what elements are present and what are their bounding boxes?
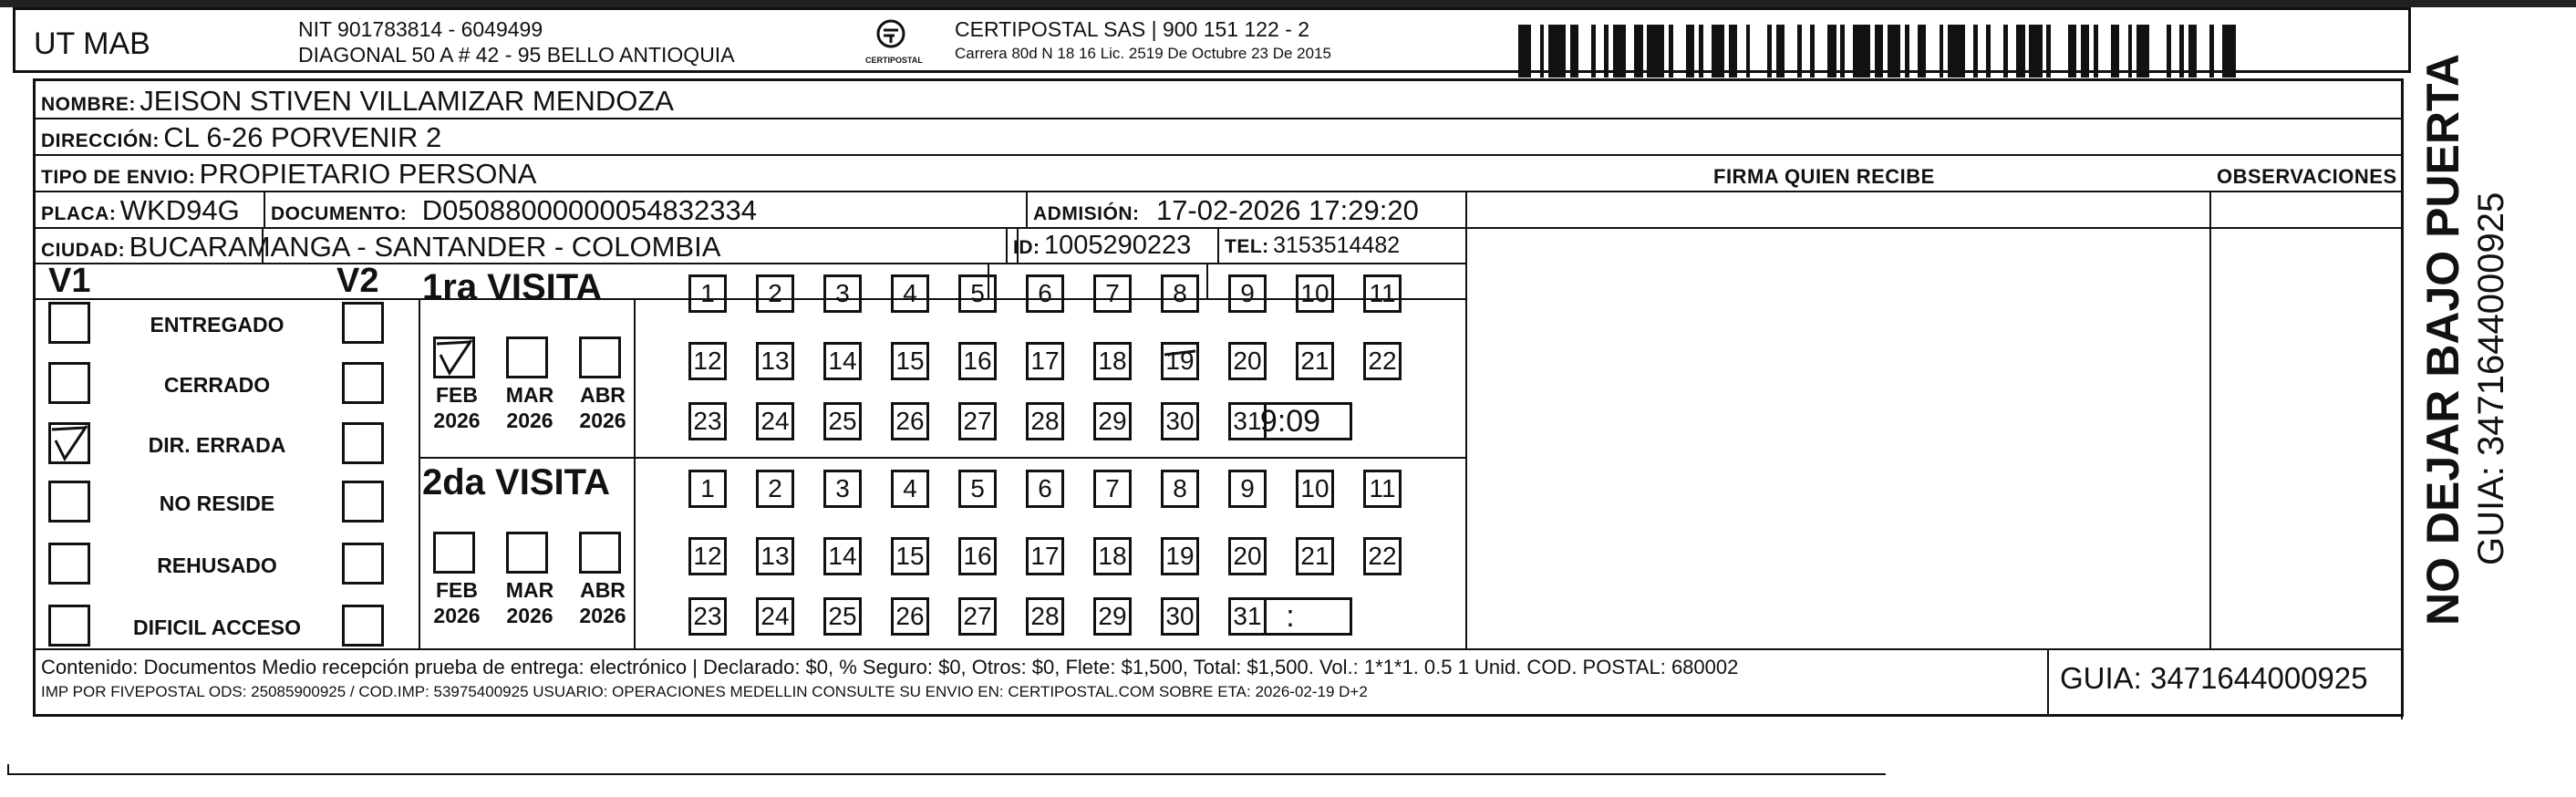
day-box[interactable]: 23 <box>688 402 727 440</box>
barcode-bar <box>1926 25 1939 78</box>
v2-checkbox[interactable] <box>342 302 384 344</box>
barcode-bar <box>1875 25 1883 78</box>
barcode-bar <box>2197 25 2209 78</box>
month-year: 2026 <box>433 604 481 627</box>
v2-checkbox[interactable] <box>342 481 384 523</box>
month-checkbox[interactable] <box>579 336 621 378</box>
day-box[interactable]: 18 <box>1093 537 1132 575</box>
v2-checkbox[interactable] <box>342 605 384 647</box>
day-box[interactable]: 5 <box>958 274 997 313</box>
plate-value: WKD94G <box>119 194 240 226</box>
day-box[interactable]: 7 <box>1093 470 1132 508</box>
barcode-bar <box>1613 25 1626 78</box>
day-box[interactable]: 10 <box>1296 470 1334 508</box>
day-box[interactable]: 19 <box>1161 342 1199 380</box>
barcode-bar <box>2111 25 2119 78</box>
reason-label: CERRADO <box>163 373 271 397</box>
v1-checkbox[interactable] <box>48 302 90 344</box>
company-address: DIAGONAL 50 A # 42 - 95 BELLO ANTIOQUIA <box>298 43 735 67</box>
barcode-bar <box>1785 25 1797 78</box>
reason-label: DIR. ERRADA <box>148 433 286 457</box>
bottom-line-tick <box>7 764 9 775</box>
day-box[interactable]: 14 <box>823 342 862 380</box>
document-value: D05088000000054832334 <box>421 194 757 226</box>
v1-label: V1 <box>48 262 91 300</box>
barcode-bar <box>1776 25 1785 78</box>
barcode-bar <box>1948 25 1965 78</box>
check-mark-icon <box>433 336 475 378</box>
carrier-license: Carrera 80d N 18 16 Lic. 2519 De Octubre 23 De 2015 <box>955 45 1331 62</box>
barcode-bar <box>1802 25 1810 78</box>
barcode-bar <box>1918 25 1926 78</box>
company-nit: NIT 901783814 - 6049499 <box>298 17 543 41</box>
month-name: MAR <box>505 578 554 602</box>
day-box[interactable]: 2 <box>756 470 794 508</box>
month-year: 2026 <box>433 409 481 432</box>
address-row <box>41 121 441 154</box>
day-box[interactable]: 16 <box>958 537 997 575</box>
barcode-bar <box>1909 25 1918 78</box>
reasons-right-border <box>419 298 420 648</box>
signature-header-line <box>1465 227 2209 229</box>
row-divider <box>36 227 1465 229</box>
barcode-bar <box>2051 25 2068 78</box>
barcode <box>1518 25 2240 78</box>
day-box[interactable]: 12 <box>688 537 727 575</box>
day-box[interactable]: 21 <box>1296 342 1334 380</box>
side-warning: NO DEJAR BAJO PUERTA <box>2417 54 2468 626</box>
day-box[interactable]: 7 <box>1093 274 1132 313</box>
barcode-bar <box>1712 25 1724 78</box>
first-visit-title: 1ra VISITA <box>422 267 603 307</box>
top-border-strip <box>0 0 2576 7</box>
day-box[interactable]: 13 <box>756 342 794 380</box>
id-cell <box>1013 231 1191 261</box>
certipostal-logo <box>864 16 923 70</box>
day-box[interactable]: 24 <box>756 402 794 440</box>
recipient-address: CL 6-26 PORVENIR 2 <box>163 121 442 153</box>
observations-left-border <box>2209 191 2211 648</box>
v1-checkbox[interactable] <box>48 362 90 404</box>
observations-header: OBSERVACIONES <box>2217 165 2397 188</box>
day-box[interactable]: 17 <box>1026 342 1064 380</box>
v1-checkbox[interactable] <box>48 543 90 585</box>
v2-label: V2 <box>336 262 379 300</box>
day-box[interactable]: 17 <box>1026 537 1064 575</box>
delivery-form <box>33 78 2404 717</box>
barcode-bar <box>1626 25 1634 78</box>
type-row <box>41 158 536 191</box>
admission-value: 17-02-2026 17:29:20 <box>1155 194 1419 226</box>
day-box[interactable]: 26 <box>891 597 929 636</box>
v1-checkbox[interactable] <box>48 422 90 464</box>
cell-divider <box>1006 227 1008 264</box>
v2-checkbox[interactable] <box>342 543 384 585</box>
month-year: 2026 <box>579 604 626 627</box>
day-box[interactable]: 18 <box>1093 342 1132 380</box>
day-box[interactable]: 15 <box>891 537 929 575</box>
visit-divider <box>419 457 1465 459</box>
address-label: DIRECCIÓN: <box>41 130 160 151</box>
day-box[interactable]: 16 <box>958 342 997 380</box>
barcode-bar <box>2171 25 2179 78</box>
barcode-bar <box>1978 25 1986 78</box>
barcode-bar <box>2068 25 2076 78</box>
day-box[interactable]: 25 <box>823 402 862 440</box>
plate-cell <box>41 194 240 227</box>
day-box[interactable]: 31 <box>1228 402 1267 440</box>
barcode-bar <box>2149 25 2167 78</box>
day-box[interactable]: 30 <box>1161 402 1199 440</box>
barcode-bar <box>1737 25 1745 78</box>
cell-divider <box>1026 191 1028 227</box>
month-label <box>426 382 488 433</box>
day-box[interactable]: 29 <box>1093 402 1132 440</box>
tel-label: TEL: <box>1225 236 1269 257</box>
month-checkbox[interactable] <box>579 532 621 574</box>
day-box[interactable]: 2 <box>756 274 794 313</box>
barcode-bar <box>1729 25 1737 78</box>
month-year: 2026 <box>579 409 626 432</box>
day-box[interactable]: 23 <box>688 597 727 636</box>
barcode-bar <box>1853 25 1870 78</box>
barcode-bar <box>2008 25 2016 78</box>
day-box[interactable]: 15 <box>891 342 929 380</box>
month-year: 2026 <box>506 604 553 627</box>
day-box[interactable]: 8 <box>1161 470 1199 508</box>
city-cell <box>41 231 720 264</box>
cell-divider <box>1217 227 1219 264</box>
month-name: FEB <box>436 578 478 602</box>
v1-checkbox[interactable] <box>48 481 90 523</box>
month-checkbox[interactable] <box>506 336 548 378</box>
barcode-bar <box>1815 25 1827 78</box>
day-box[interactable]: 1 <box>688 274 727 313</box>
months-right-border <box>634 298 636 648</box>
right-border <box>2401 81 2403 719</box>
id-label: ID: <box>1013 237 1040 258</box>
day-box[interactable]: 26 <box>891 402 929 440</box>
v1-checkbox[interactable] <box>48 605 90 647</box>
day-box[interactable]: 13 <box>756 537 794 575</box>
footer-guia: GUIA: 3471644000925 <box>2060 661 2368 695</box>
day-box[interactable]: 27 <box>958 597 997 636</box>
name-label: NOMBRE: <box>41 94 136 115</box>
month-name: ABR <box>580 578 626 602</box>
day-box[interactable]: 12 <box>688 342 727 380</box>
barcode-bar <box>1888 25 1900 78</box>
city-label: CIUDAD: <box>41 240 126 261</box>
month-checkbox[interactable] <box>506 532 548 574</box>
signature-left-border <box>1465 191 1467 648</box>
footer-guia-divider <box>2047 648 2049 714</box>
barcode-bar <box>1647 25 1664 78</box>
month-label <box>499 577 561 628</box>
cell-divider <box>264 191 265 227</box>
barcode-bar <box>2188 25 2197 78</box>
barcode-bar <box>1703 25 1712 78</box>
day-box[interactable]: 14 <box>823 537 862 575</box>
day-box[interactable]: 3 <box>823 274 862 313</box>
footer-divider <box>36 648 2401 650</box>
barcode-bar <box>2029 25 2042 78</box>
day-box[interactable]: 28 <box>1026 597 1064 636</box>
barcode-bar <box>1991 25 2003 78</box>
month-label <box>426 577 488 628</box>
v2-checkbox[interactable] <box>342 422 384 464</box>
tel-value: 3153514482 <box>1273 233 1401 258</box>
barcode-bar <box>1578 25 1591 78</box>
day-box[interactable]: 21 <box>1296 537 1334 575</box>
signature-area[interactable] <box>1469 231 2208 647</box>
reason-label: DIFICIL ACCESO <box>132 616 301 639</box>
barcode-bar <box>2081 25 2089 78</box>
barcode-bar <box>1750 25 1767 78</box>
reason-label: REHUSADO <box>157 554 277 577</box>
side-guia: GUIA: 3471644000925 <box>2471 191 2511 565</box>
barcode-bar <box>1634 25 1642 78</box>
month-name: ABR <box>580 383 626 407</box>
plate-label: PLACA: <box>41 203 117 224</box>
day-box[interactable]: 20 <box>1228 537 1267 575</box>
day-box[interactable]: 20 <box>1228 342 1267 380</box>
barcode-bar <box>1596 25 1604 78</box>
day-box[interactable]: 10 <box>1296 274 1334 313</box>
admission-cell <box>1033 194 1419 227</box>
observations-area[interactable] <box>2213 231 2399 647</box>
reason-label: ENTREGADO <box>150 313 284 336</box>
row-divider <box>36 191 2401 192</box>
day-box[interactable]: 5 <box>958 470 997 508</box>
day-box[interactable]: 1 <box>688 470 727 508</box>
day-box[interactable]: 9 <box>1228 470 1267 508</box>
carrier-name: CERTIPOSTAL SAS | 900 151 122 - 2 <box>955 17 1310 41</box>
company-name: UT MAB <box>34 26 150 61</box>
second-visit-title: 2da VISITA <box>422 462 610 502</box>
type-label: TIPO DE ENVIO: <box>41 167 196 188</box>
day-box[interactable]: 4 <box>891 274 929 313</box>
barcode-bar <box>2214 25 2222 78</box>
day-box[interactable]: 28 <box>1026 402 1064 440</box>
footer-content: Contenido: Documentos Medio recepción prueba de entrega: electrónico | Declarado: $0, % Seguro: $0, Otros: $0, Flete: $1,500, Total: $1,500. Vol.: 1*1*1. 0.5 1 Unid. COD. POSTAL: 680002 <box>41 656 1739 678</box>
barcode-bar <box>1531 25 1539 78</box>
day-box[interactable]: 31 <box>1228 597 1267 636</box>
barcode-bar <box>1686 25 1694 78</box>
barcode-bar <box>1548 25 1566 78</box>
month-label <box>572 577 634 628</box>
barcode-bar <box>2119 25 2127 78</box>
day-box[interactable]: 24 <box>756 597 794 636</box>
day-box[interactable]: 11 <box>1363 470 1402 508</box>
barcode-bar <box>2016 25 2024 78</box>
day-box[interactable]: 11 <box>1363 274 1402 313</box>
bottom-line <box>7 773 1886 775</box>
day-box[interactable]: 27 <box>958 402 997 440</box>
barcode-bar <box>1827 25 1836 78</box>
barcode-bar <box>2136 25 2149 78</box>
header-box <box>13 7 2411 73</box>
month-checkbox[interactable] <box>433 336 475 378</box>
month-name: MAR <box>505 383 554 407</box>
day-box[interactable]: 29 <box>1093 597 1132 636</box>
barcode-bar <box>1965 25 1973 78</box>
cell-divider <box>1206 263 1208 299</box>
time-box[interactable]: 9:09 <box>1228 402 1352 440</box>
document-label: DOCUMENTO: <box>271 203 408 224</box>
day-box[interactable]: 22 <box>1363 342 1402 380</box>
month-name: FEB <box>436 383 478 407</box>
observations-header-line <box>2209 227 2401 229</box>
day-box[interactable]: 9 <box>1228 274 1267 313</box>
month-year: 2026 <box>506 409 553 432</box>
month-label <box>499 382 561 433</box>
row-divider <box>36 118 2401 119</box>
barcode-bar <box>2098 25 2111 78</box>
document-cell <box>271 194 757 227</box>
barcode-bar <box>2222 25 2235 78</box>
barcode-bar <box>1673 25 1686 78</box>
day-box[interactable]: 30 <box>1161 597 1199 636</box>
barcode-bar <box>1518 25 1531 78</box>
admission-label: ADMISIÓN: <box>1033 203 1140 224</box>
tel-cell <box>1225 233 1400 259</box>
check-mark-icon <box>48 422 90 464</box>
day-box[interactable]: 8 <box>1161 274 1199 313</box>
reason-label: NO RESIDE <box>159 492 275 515</box>
city-value: BUCARAMANGA - SANTANDER - COLOMBIA <box>129 231 721 263</box>
name-row <box>41 85 674 118</box>
strike-mark-icon <box>1161 342 1199 380</box>
day-box[interactable]: 22 <box>1363 537 1402 575</box>
time-box[interactable]: : <box>1228 597 1352 636</box>
day-box[interactable]: 25 <box>823 597 862 636</box>
row-divider <box>36 154 2401 156</box>
footer-imp: IMP POR FIVEPOSTAL ODS: 25085900925 / COD.IMP: 53975400925 USUARIO: OPERACIONES MEDELLIN CONSULTE SU ENVIO EN: CERTIPOSTAL.COM SOBRE ETA: 2026-02-19 D+2 <box>41 683 1368 700</box>
logo-text: CERTIPOSTAL <box>865 56 923 65</box>
barcode-bar <box>1845 25 1853 78</box>
barcode-bar <box>2236 25 2240 78</box>
day-box[interactable]: 4 <box>891 470 929 508</box>
day-box[interactable]: 6 <box>1026 470 1064 508</box>
day-box[interactable]: 6 <box>1026 274 1064 313</box>
recipient-name: JEISON STIVEN VILLAMIZAR MENDOZA <box>140 85 674 117</box>
day-box[interactable]: 19 <box>1161 537 1199 575</box>
month-label <box>572 382 634 433</box>
day-box[interactable]: 3 <box>823 470 862 508</box>
shipment-type: PROPIETARIO PERSONA <box>199 158 537 190</box>
v2-checkbox[interactable] <box>342 362 384 404</box>
signature-header: FIRMA QUIEN RECIBE <box>1713 165 1935 188</box>
month-checkbox[interactable] <box>433 532 475 574</box>
barcode-bar <box>1570 25 1578 78</box>
id-value: 1005290223 <box>1043 231 1192 260</box>
